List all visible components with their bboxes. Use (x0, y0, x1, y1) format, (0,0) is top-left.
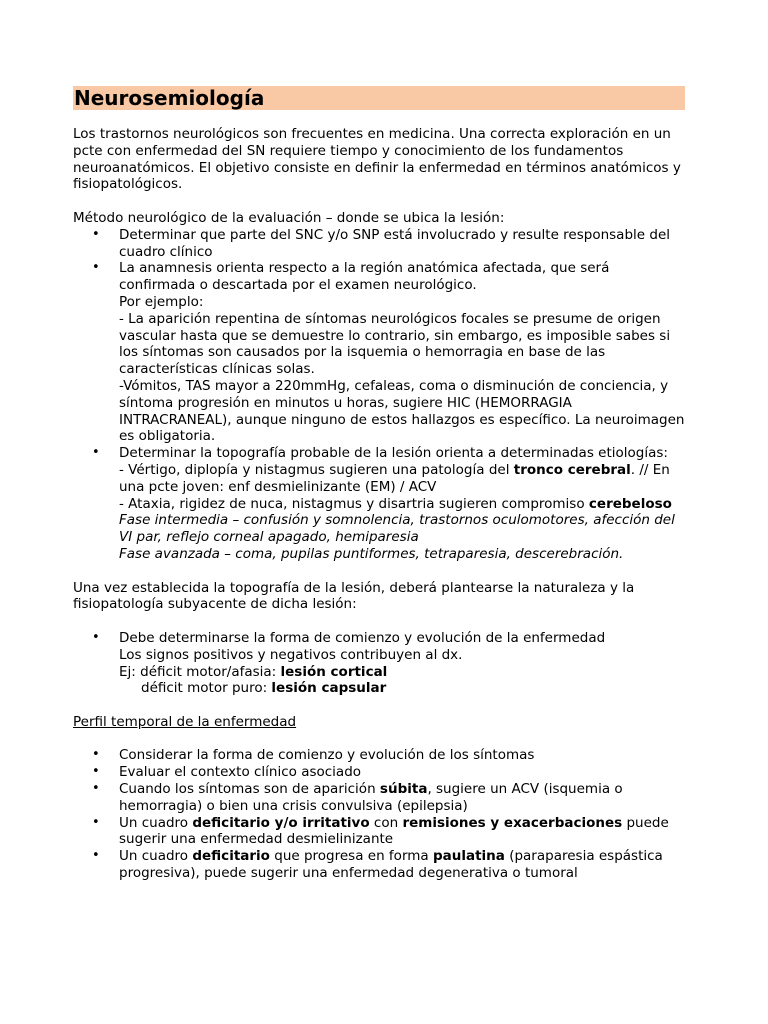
text-run: . // En una pcte joven: enf desmielinizante (EM) / ACV (119, 461, 670, 495)
text-run: Ej: déficit motor/afasia: (119, 663, 281, 680)
method-item-text: La anamnesis orienta respecto a la región anatómica afectada, que será confirmada o descartada por el examen neurológico. (119, 260, 610, 294)
onset-list (73, 630, 685, 697)
list-item (73, 260, 685, 445)
intro-paragraph: Los trastornos neurológicos son frecuentes en medicina. Una correcta exploración en un pcte con enfermedad del SN requiere tiempo y conocimiento de los fundamentos neuroanatómicos. El objetivo consiste en definir la enfermedad en términos anatómicos y fisiopatológicos. (73, 126, 681, 193)
bullet-icon: • (92, 226, 100, 242)
method-item-text: Determinar la topografía probable de la lesión orienta a determinadas etiologías: (119, 445, 668, 462)
bullet-icon: • (92, 260, 100, 276)
section-heading (73, 714, 685, 731)
bullet-icon: • (92, 848, 100, 864)
method-item-text: Determinar que parte del SNC y/o SNP está involucrado y resulte responsable del cuadro clínico (119, 226, 671, 260)
text-run: puede sugerir una enfermedad desmielinizante (119, 814, 669, 848)
topography-line (119, 496, 685, 513)
bullet-icon: • (92, 629, 100, 645)
emphasis-text: lesión cortical (280, 663, 388, 680)
phase-text: Fase intermedia – confusión y somnolencia, trastornos oculomotores, afección del VI par, reflejo corneal apagado, hemiparesia (119, 512, 675, 546)
bullet-icon: • (92, 764, 100, 780)
emphasis-text: deficitario (192, 848, 270, 865)
topography-paragraph: Una vez establecida la topografía de la lesión, deberá plantearse la naturaleza y la fisiopatología subyacente de dicha lesión: (73, 579, 635, 613)
list-item (73, 815, 685, 849)
section-heading-text: Perfil temporal de la enfermedad (73, 713, 297, 730)
text-run: - Ataxia, rigidez de nuca, nistagmus y disartria sugieren compromiso (119, 495, 589, 512)
profile-list (73, 747, 685, 881)
onset-example (119, 680, 685, 697)
topography-line (119, 462, 685, 496)
list-item (73, 781, 685, 815)
text-run: - Vértigo, diplopía y nistagmus sugieren una patología del (119, 461, 514, 478)
list-item (73, 445, 685, 563)
page-title: Neurosemiología (73, 86, 685, 110)
emphasis-text: lesión capsular (271, 680, 387, 697)
list-item (73, 630, 685, 697)
emphasis-text: deficitario y/o irritativo (192, 814, 370, 831)
bullet-icon: • (92, 445, 100, 461)
method-list (73, 227, 685, 563)
list-item (73, 747, 685, 764)
text-run: Un cuadro (119, 814, 193, 831)
profile-item-text: Evaluar el contexto clínico asociado (119, 764, 362, 781)
document-page (73, 86, 685, 899)
text-run: con (369, 814, 403, 831)
profile-item-text: Considerar la forma de comienzo y evolución de los síntomas (119, 747, 535, 764)
list-item (73, 227, 685, 261)
text-run: déficit motor puro: (141, 680, 272, 697)
bullet-icon: • (92, 814, 100, 830)
text-run: Cuando los síntomas son de aparición (119, 781, 380, 798)
emphasis-text: remisiones y exacerbaciones (402, 814, 623, 831)
example-text: -Vómitos, TAS mayor a 220mmHg, cefaleas, coma o disminución de conciencia, y síntoma progresión en minutos u horas, sugiere HIC (HEMORRAGIA INTRACRANEAL), aunque ninguno de estos hallazgos es específico. La neuroimagen es obligatoria. (119, 377, 685, 445)
phase-text: Fase avanzada – coma, pupilas puntiformes, tetraparesia, descerebración. (119, 545, 624, 562)
onset-item-text: Debe determinarse la forma de comienzo y evolución de la enfermedad (119, 629, 606, 646)
emphasis-text: cerebeloso (588, 495, 672, 512)
text-run: Un cuadro (119, 848, 193, 865)
emphasis-text: tronco cerebral (513, 461, 631, 478)
text-run: (paraparesia espástica progresiva), puede sugerir una enfermedad degenerativa o tumoral (119, 848, 663, 882)
onset-example (119, 664, 685, 681)
list-item (73, 848, 685, 882)
emphasis-text: paulatina (432, 848, 505, 865)
method-heading: Método neurológico de la evaluación – donde se ubica la lesión: (73, 209, 505, 226)
example-label: Por ejemplo: (119, 293, 204, 310)
bullet-icon: • (92, 781, 100, 797)
onset-signs-text: Los signos positivos y negativos contribuyen al dx. (119, 646, 463, 663)
text-run: , sugiere un ACV (isquemia o hemorragia) o bien una crisis convulsiva (epilepsia) (119, 781, 623, 814)
emphasis-text: súbita (379, 781, 428, 798)
bullet-icon: • (92, 747, 100, 763)
list-item (73, 764, 685, 781)
text-run: que progresa en forma (269, 848, 433, 865)
example-text: - La aparición repentina de síntomas neurológicos focales se presume de origen vascular hasta que se demuestre lo contrario, sin embargo, es imposible sabes si los síntomas son causados por la isquemia o hemorragia en base de las características clínicas solas. (119, 310, 671, 378)
